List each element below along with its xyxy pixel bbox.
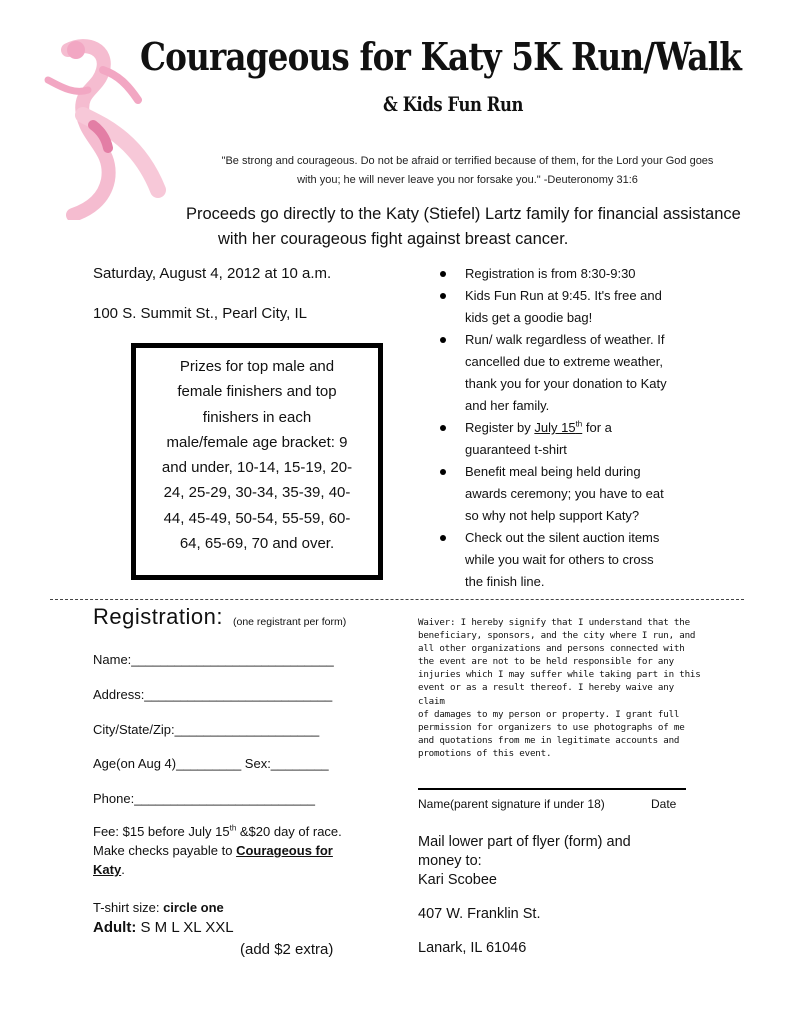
bullet-icon (440, 425, 446, 431)
waiver-text: Waiver: I hereby signify that I understand that the beneficiary, sponsors, and the city where I run, and all other organizations and persons connected with the event are not to be held responsible for any injuries which I may suffer while taking part in this event or as a result thereof. I hereby waive any claim of damages to my person or property. I grant full permission for organizers to use photographs of me and quotations from me in legitimate accounts and promotions of this event. (418, 617, 701, 759)
fee-info: Fee: $15 before July 15th &$20 day of race. Make checks payable to Courageous for Katy. (93, 823, 342, 877)
cut-line (50, 599, 744, 600)
proceeds-statement (186, 202, 756, 252)
mail-city: Lanark, IL 61046 (418, 940, 527, 956)
tshirt-size-label: T-shirt size: circle one (93, 900, 224, 915)
bullet-icon (440, 271, 446, 277)
signature-label: Name(parent signature if under 18) (418, 797, 605, 811)
prizes-box (131, 343, 383, 580)
bible-verse (195, 152, 740, 190)
payee-name: Courageous for (236, 843, 333, 858)
bullet-icon (440, 293, 446, 299)
bullet-icon (440, 337, 446, 343)
prize-line: Prizes for top male and (179, 358, 335, 375)
event-date: Saturday, August 4, 2012 at 10 a.m. (93, 265, 332, 282)
prize-line: 24, 25-29, 30-34, 35-39, 40- (163, 484, 351, 502)
mail-instructions: Mail lower part of flyer (form) and money to: (418, 834, 631, 869)
proceeds-line: with her courageous fight against breast cancer. (218, 230, 569, 248)
prize-line: and under, 10-14, 15-19, 20- (161, 459, 353, 477)
size-surcharge-note: (add $2 extra) (240, 941, 334, 958)
age-sex-field[interactable]: Age(on Aug 4)_________ Sex:________ (93, 756, 329, 771)
tshirt-deadline: July 15th (534, 419, 583, 435)
address-field[interactable]: Address:__________________________ (93, 687, 333, 702)
prize-line: finishers in each (202, 408, 312, 426)
verse-line: "Be strong and courageous. Do not be afraid or terrified because of them, for the Lord your God goes (221, 155, 714, 167)
phone-field[interactable]: Phone:_________________________ (93, 791, 315, 806)
tshirt-size-options[interactable]: Adult: S M L XL XXL (93, 919, 234, 936)
list-item: Registration is from 8:30-9:30 (438, 263, 728, 285)
list-item: Benefit meal being held during awards ceremony; you have to eat so why not help support Katy? (438, 461, 728, 527)
prize-line: 64, 65-69, 70 and over. (179, 535, 335, 553)
date-label: Date (651, 797, 677, 811)
list-item: Register by July 15th for a guaranteed t-shirt (438, 417, 728, 461)
signature-line[interactable] (418, 788, 686, 790)
prize-line: male/female age bracket: 9 (166, 433, 348, 451)
list-item: Kids Fun Run at 9:45. It's free and kids get a goodie bag! (438, 285, 728, 329)
list-item: Run/ walk regardless of weather. If cancelled due to extreme weather, thank you for your donation to Katy and her family. (438, 329, 728, 417)
event-title: Courageous for Katy 5K Run/Walk (140, 34, 742, 79)
bullet-icon (440, 535, 446, 541)
prize-line: female finishers and top (177, 383, 337, 401)
mail-recipient: Kari Scobee (418, 872, 497, 888)
registration-heading: Registration: (93, 604, 224, 629)
proceeds-line: Proceeds go directly to the Katy (Stiefel) Lartz family for financial assistance (186, 205, 741, 223)
verse-line: with you; he will never leave you nor forsake you." -Deuteronomy 31:6 (297, 174, 638, 186)
event-subtitle: & Kids Fun Run (383, 92, 524, 116)
event-details-list (438, 263, 728, 593)
bullet-icon (440, 469, 446, 475)
city-state-zip-field[interactable]: City/State/Zip:____________________ (93, 722, 320, 737)
list-item: Check out the silent auction items while you wait for others to cross the finish line. (438, 527, 728, 593)
event-address: 100 S. Summit St., Pearl City, IL (93, 305, 307, 322)
mail-street: 407 W. Franklin St. (418, 906, 541, 922)
name-field[interactable]: Name:____________________________ (93, 652, 334, 667)
prize-line: 44, 45-49, 50-54, 55-59, 60- (163, 509, 351, 527)
payee-name: Katy (93, 862, 122, 877)
registration-note: (one registrant per form) (233, 616, 347, 628)
